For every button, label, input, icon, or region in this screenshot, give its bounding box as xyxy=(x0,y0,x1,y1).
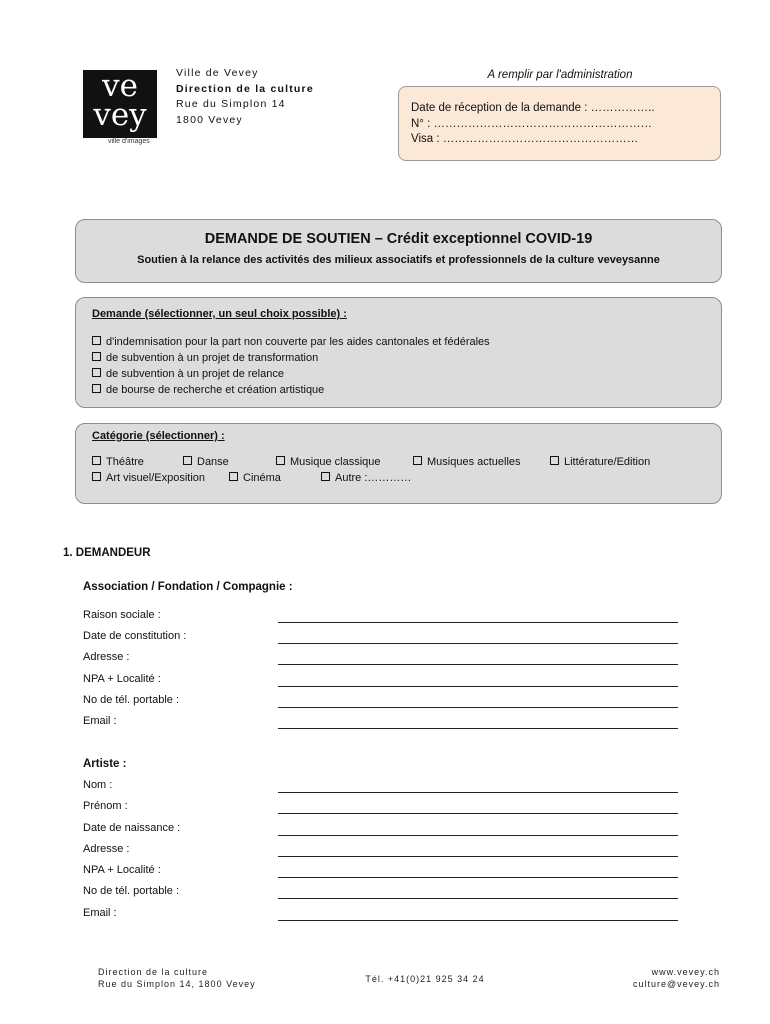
field-input-line[interactable] xyxy=(278,856,678,857)
demande-option[interactable] xyxy=(92,334,705,350)
demande-option[interactable] xyxy=(92,350,705,366)
categorie-row-1 xyxy=(92,454,705,470)
logo-line-2: vey xyxy=(93,97,147,133)
checkbox-icon[interactable] xyxy=(413,456,422,465)
demande-option-label: de subvention à un projet de transformation xyxy=(106,352,319,364)
admin-reception-date: Date de réception de la demande : …………….. xyxy=(411,102,655,114)
categorie-option[interactable] xyxy=(276,454,381,470)
checkbox-icon[interactable] xyxy=(550,456,559,465)
checkbox-icon[interactable] xyxy=(92,472,101,481)
sender-address xyxy=(176,66,314,128)
field-label: No de tél. portable : xyxy=(83,694,180,706)
checkbox-icon[interactable] xyxy=(92,336,101,345)
admin-box xyxy=(398,86,721,161)
field-label: Email : xyxy=(83,715,117,727)
footer-address xyxy=(98,966,256,990)
footer-email[interactable]: culture@vevey.ch xyxy=(633,979,720,989)
artist-title: Artiste : xyxy=(83,758,127,770)
demande-option-label: d'indemnisation pour la part non couverte par les aides cantonales et fédérales xyxy=(106,336,490,348)
checkbox-icon[interactable] xyxy=(92,368,101,377)
field-label: Adresse : xyxy=(83,651,130,663)
field-label: Email : xyxy=(83,907,117,919)
field-label: NPA + Localité : xyxy=(83,673,161,685)
field-label: Date de naissance : xyxy=(83,822,181,834)
demande-option-label: de bourse de recherche et création artistique xyxy=(106,384,325,396)
categorie-option-label: Musiques actuelles xyxy=(427,456,521,468)
footer-left-line-1: Direction de la culture xyxy=(98,967,209,977)
field-input-line[interactable] xyxy=(278,898,678,899)
categorie-option-label: Littérature/Edition xyxy=(564,456,651,468)
categorie-option[interactable] xyxy=(183,454,229,470)
admin-box-title: A remplir par l'administration xyxy=(487,69,633,81)
categorie-option[interactable] xyxy=(92,454,144,470)
title-box xyxy=(75,219,722,283)
categorie-row-2 xyxy=(92,470,705,486)
demande-option-label: de subvention à un projet de relance xyxy=(106,368,284,380)
address-line-3: Rue du Simplon 14 xyxy=(176,98,286,110)
checkbox-icon[interactable] xyxy=(276,456,285,465)
field-input-line[interactable] xyxy=(278,686,678,687)
field-input-line[interactable] xyxy=(278,835,678,836)
demande-heading: Demande (sélectionner, un seul choix possible) : xyxy=(92,308,347,320)
categorie-option-label: Art visuel/Exposition xyxy=(106,472,206,484)
categorie-option[interactable] xyxy=(413,454,521,470)
demande-option[interactable] xyxy=(92,366,705,382)
field-input-line[interactable] xyxy=(278,813,678,814)
checkbox-icon[interactable] xyxy=(229,472,238,481)
footer-website[interactable]: www.vevey.ch xyxy=(651,967,720,977)
field-input-line[interactable] xyxy=(278,707,678,708)
admin-number: N° : ………………………………………………… xyxy=(411,117,652,130)
footer-contact xyxy=(560,966,720,990)
categorie-option-label: Autre :………… xyxy=(335,472,412,484)
address-line-4: 1800 Vevey xyxy=(176,113,243,126)
logo-tagline: ville d'images xyxy=(108,138,150,145)
checkbox-icon[interactable] xyxy=(92,384,101,393)
field-input-line[interactable] xyxy=(278,622,678,623)
footer-phone: Tél. +41(0)21 925 34 24 xyxy=(365,974,485,984)
field-input-line[interactable] xyxy=(278,877,678,878)
categorie-option-label: Cinéma xyxy=(243,472,281,484)
field-label: NPA + Localité : xyxy=(83,864,161,876)
logo-line-1: ve xyxy=(102,68,138,104)
field-label: Raison sociale : xyxy=(83,609,161,621)
categorie-option[interactable] xyxy=(321,470,411,486)
demande-option[interactable] xyxy=(92,382,705,398)
field-label: Date de constitution : xyxy=(83,630,187,642)
association-title: Association / Fondation / Compagnie : xyxy=(83,581,293,593)
checkbox-icon[interactable] xyxy=(183,456,192,465)
footer-left-line-2: Rue du Simplon 14, 1800 Vevey xyxy=(98,979,256,989)
page-title: DEMANDE DE SOUTIEN – Crédit exceptionnel COVID-19 xyxy=(204,231,593,247)
field-input-line[interactable] xyxy=(278,643,678,644)
field-label: Adresse : xyxy=(83,843,130,855)
categorie-option[interactable] xyxy=(92,470,205,486)
demande-box xyxy=(75,297,722,408)
checkbox-icon[interactable] xyxy=(92,456,101,465)
categorie-heading: Catégorie (sélectionner) : xyxy=(92,430,225,442)
field-input-line[interactable] xyxy=(278,728,678,729)
vevey-logo xyxy=(83,70,157,138)
page-subtitle: Soutien à la relance des activités des milieux associatifs et professionnels de la culture veveysanne xyxy=(137,254,660,266)
field-label: Prénom : xyxy=(83,800,128,812)
address-line-1: Ville de Vevey xyxy=(176,67,259,79)
field-input-line[interactable] xyxy=(278,792,678,793)
checkbox-icon[interactable] xyxy=(321,472,330,481)
categorie-option[interactable] xyxy=(550,454,650,470)
categorie-box xyxy=(75,423,722,504)
categorie-option[interactable] xyxy=(229,470,281,486)
checkbox-icon[interactable] xyxy=(92,352,101,361)
field-label: No de tél. portable : xyxy=(83,885,180,897)
admin-visa: Visa : …………………………………………… xyxy=(411,133,639,145)
categorie-option-label: Danse xyxy=(197,456,229,468)
categorie-option-label: Musique classique xyxy=(290,456,381,468)
field-input-line[interactable] xyxy=(278,920,678,921)
address-line-2: Direction de la culture xyxy=(176,82,314,95)
section-1-title: 1. DEMANDEUR xyxy=(63,547,151,559)
categorie-option-label: Théâtre xyxy=(106,456,144,468)
field-input-line[interactable] xyxy=(278,664,678,665)
field-label: Nom : xyxy=(83,779,113,791)
